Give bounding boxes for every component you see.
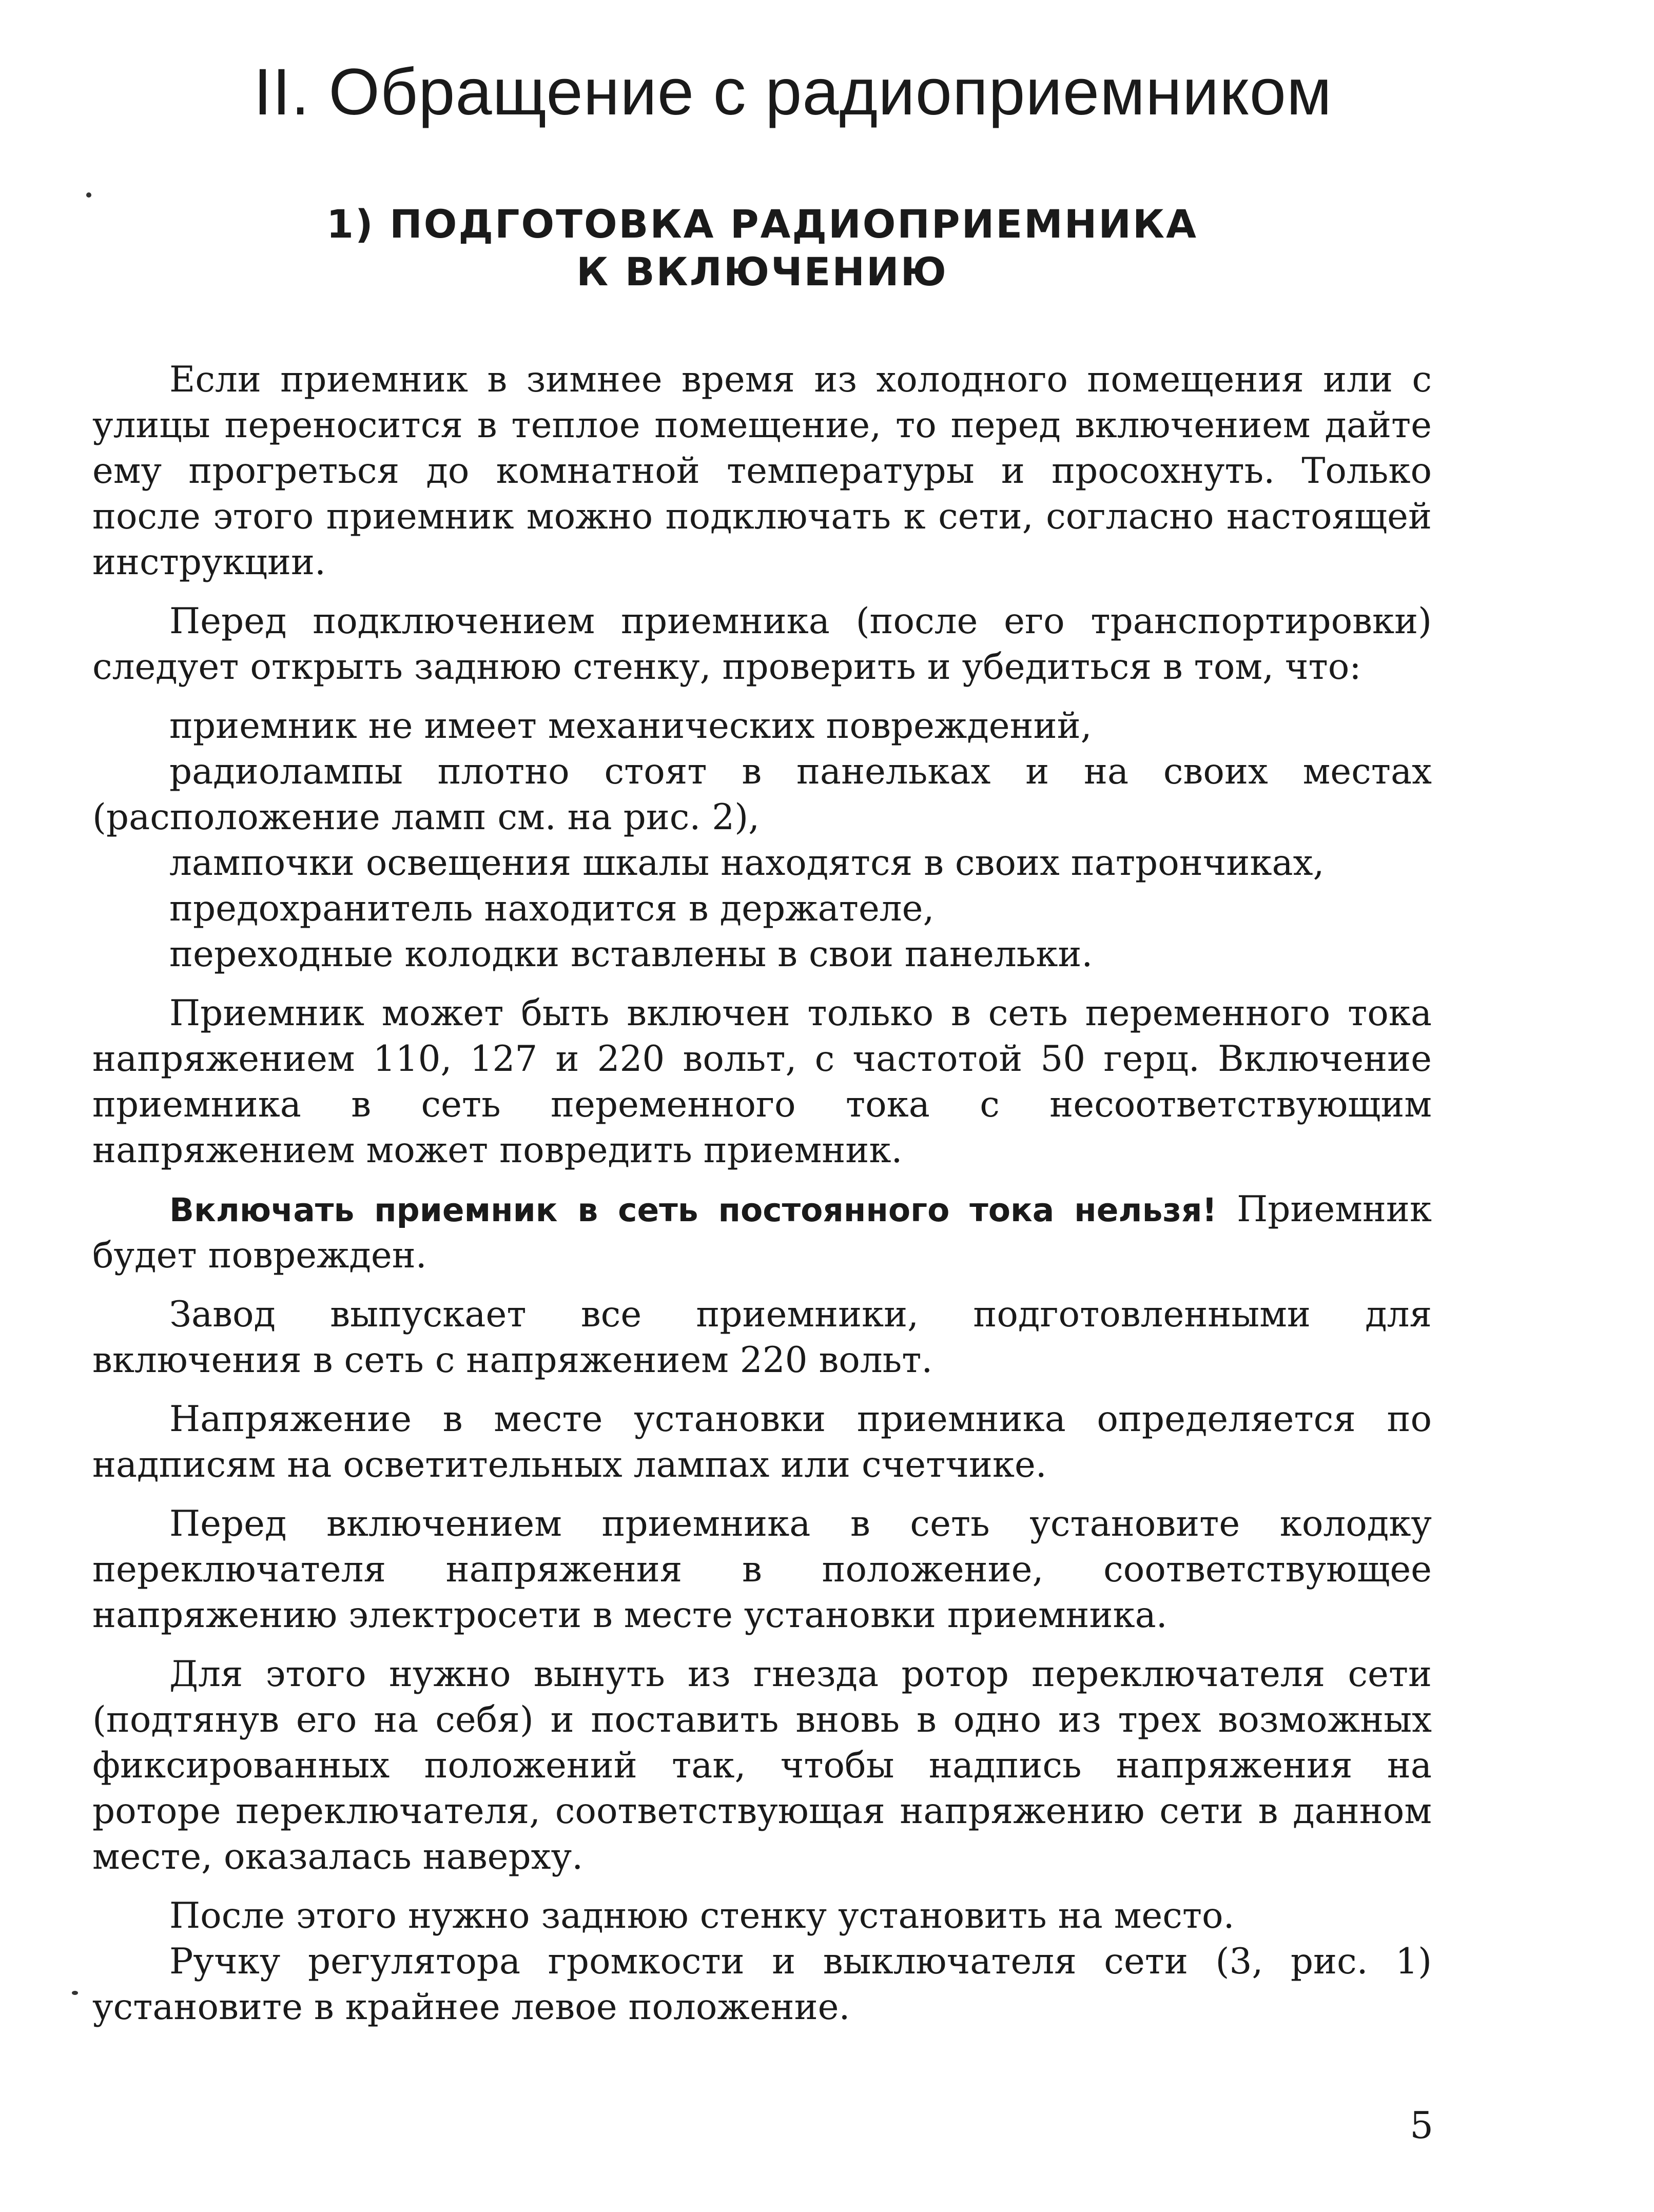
check-item-tubes: радиолампы плотно стоят в панельках и на своих местах (расположение ламп см. на рис. 2),: [92, 751, 1432, 838]
print-speck: [86, 192, 91, 198]
paragraph-ac-mains: Приемник может быть включен только в сеть переменного тока напряжением 110, 127 и 220 вольт, с частотой 50 герц. Включение приемника в сеть переменного тока с несоответствующим напряжением может повредить приемник.: [92, 993, 1432, 1171]
paragraph-rotor-instructions: Для этого нужно вынуть из гнезда ротор переключателя сети (подтянув его на себя) и поставить вновь в одно из трех возможных фиксированных положений так, чтобы надпись напряжения на роторе переключателя, соответствующая напряжению сети в данном месте, оказалась наверху.: [92, 1654, 1432, 1878]
document-page: [92, 56, 1432, 2044]
page-number: 5: [1410, 2104, 1433, 2147]
dc-warning-bold: Включать приемник в сеть постоянного тока нельзя!: [169, 1191, 1217, 1229]
section-title-line-2: К ВКЛЮЧЕНИЮ: [576, 248, 948, 295]
paragraph-cold-room: Если приемник в зимнее время из холодного помещения или с улицы переносится в теплое помещение, то перед включением дайте ему прогреться до комнатной температуры и просохнуть. Только после этого приемник можно подключать к сети, согласно настоящей инструкции.: [92, 359, 1432, 583]
check-item-scale-lamps: лампочки освещения шкалы находятся в своих патрончиках,: [169, 843, 1325, 884]
body-text: [92, 357, 1432, 2030]
check-item-fuse: предохранитель находится в держателе,: [169, 888, 935, 930]
paragraph-back-cover: После этого нужно заднюю стенку установить на место.: [169, 1895, 1235, 1937]
paragraph-dc-warning: [92, 1187, 1432, 1279]
section-title-line-1: 1) ПОДГОТОВКА РАДИОПРИЕМНИКА: [326, 201, 1198, 247]
dc-warning-rest: Приемник будет поврежден.: [92, 1189, 1432, 1277]
paragraph-voltage-selector: Перед включением приемника в сеть установите колодку переключателя напряжения в положение, соответствующее напряжению электросети в месте установки приемника.: [92, 1503, 1432, 1636]
check-item-adapters: переходные колодки вставлены в свои панельки.: [169, 934, 1093, 975]
check-item-no-damage: приемник не имеет механических повреждений,: [169, 706, 1092, 747]
paragraph-volume-knob: Ручку регулятора громкости и выключателя сети (3, рис. 1) установите в крайнее левое положение.: [92, 1941, 1432, 2028]
paragraph-before-connecting: Перед подключением приемника (после его транспортировки) следует открыть заднюю стенку, проверить и убедиться в том, что:: [92, 601, 1432, 688]
paragraph-voltage-determination: Напряжение в месте установки приемника определяется по надписям на осветительных лампах или счетчике.: [92, 1399, 1432, 1486]
chapter-title: II. Обращение с радиоприемником: [254, 55, 1332, 129]
section-title: [92, 201, 1432, 296]
paragraph-factory-setting: Завод выпускает все приемники, подготовленными для включения в сеть с напряжением 220 вольт.: [92, 1294, 1432, 1381]
print-speck: [72, 1991, 78, 1995]
